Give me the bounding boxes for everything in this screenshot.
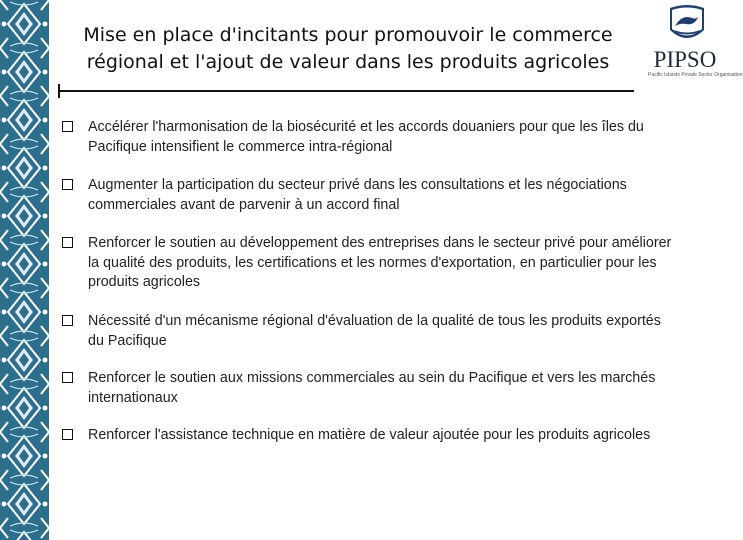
- checkbox-square-icon: [62, 179, 73, 190]
- tapa-pattern-border: [0, 0, 49, 540]
- bullet-text: Augmenter la participation du secteur privé dans les consultations et les négociations commerciales avant de parvenir à un accord final: [88, 177, 627, 213]
- checkbox-square-icon: [62, 372, 73, 383]
- bullet-text: Renforcer l'assistance technique en matière de valeur ajoutée pour les produits agricoles: [88, 427, 651, 443]
- slide-title-line-2: régional et l'ajout de valeur dans les produits agricoles: [86, 51, 610, 73]
- checkbox-square-icon: [62, 121, 73, 132]
- slide-title: [52, 22, 644, 76]
- logo-name: PIPSO: [653, 47, 717, 72]
- bullet-text: Renforcer le soutien aux missions commerciales au sein du Pacifique et vers les marchés internationaux: [88, 370, 656, 406]
- title-underline: [58, 90, 634, 92]
- bullet-text: Accélérer l'harmonisation de la biosécurité et les accords douaniers pour que les îles du Pacifique intensifient le commerce intra-régional: [88, 119, 644, 155]
- bullet-text: Renforcer le soutien au développement des entreprises dans le secteur privé pour améliorer la qualité des produits, les certifications et les normes d'exportation, en particulier pour les produits agricoles: [88, 235, 672, 290]
- checkbox-square-icon: [62, 429, 73, 440]
- title-underline-tick: [58, 84, 60, 98]
- checkbox-square-icon: [62, 315, 73, 326]
- slide-title-line-1: Mise en place d'incitants pour promouvoir le commerce: [83, 24, 613, 46]
- checkbox-square-icon: [62, 237, 73, 248]
- pipso-logo: [646, 0, 743, 82]
- pipso-emblem-icon: [662, 0, 712, 46]
- bullet-text: Nécessité d'un mécanisme régional d'évaluation de la qualité de tous les produits exportés du Pacifique: [88, 313, 661, 349]
- logo-subtitle: Pacific Islands Private Sector Organisation: [648, 72, 743, 78]
- tapa-pattern-graphic: [0, 0, 49, 540]
